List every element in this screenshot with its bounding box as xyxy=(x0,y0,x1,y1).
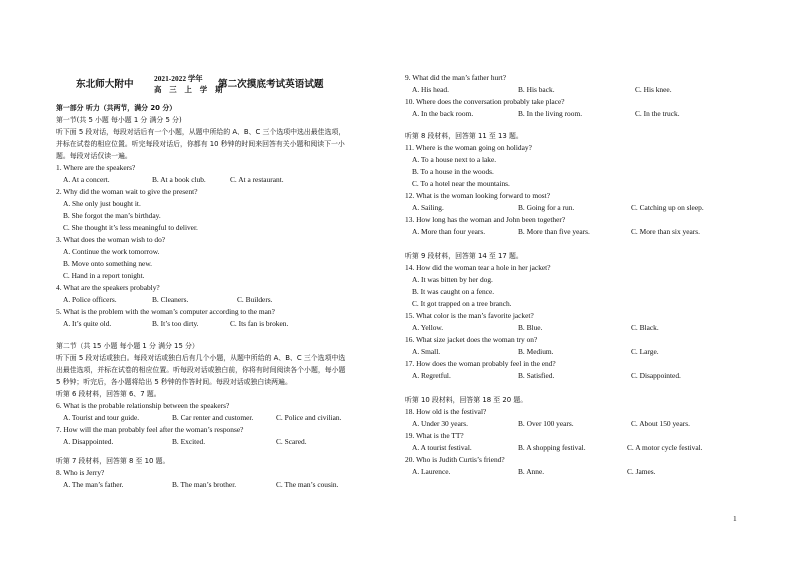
option-b: B. Over 100 years. xyxy=(518,419,574,428)
option-c: C. Builders. xyxy=(237,295,273,304)
option-a: A. More than four years. xyxy=(412,227,486,236)
option-c: C. She thought it’s less meaningful to deliver. xyxy=(63,223,198,232)
option-b: B. Excited. xyxy=(172,437,206,446)
option-c: C. About 150 years. xyxy=(631,419,690,428)
question-20: 20. Who is Judith Curtis’s friend? xyxy=(405,455,505,464)
section1-title: 第一节(共 5 小题 每小题 1 分 满分 5 分) xyxy=(56,116,182,124)
option-b: B. His back. xyxy=(518,85,555,94)
question-9: 9. What did the man’s father hurt? xyxy=(405,73,507,82)
material-label-8: 听第 8 段材料，回答第 11 至 13 题。 xyxy=(405,132,523,140)
question-15: 15. What color is the man’s favorite jacket? xyxy=(405,311,534,320)
option-a: A. The man’s father. xyxy=(63,480,124,489)
question-5: 5. What is the problem with the woman’s computer according to the man? xyxy=(56,307,275,316)
exam-title: 第二次摸底考试英语试题 xyxy=(218,79,324,90)
exam-header xyxy=(76,76,406,100)
option-a: A. She only just bought it. xyxy=(63,199,141,208)
section1-instruction-line: 并标在试卷的相应位置。听完每段对话后，你都有 10 秒钟的时间来回答有关小题和阅读下一小 xyxy=(56,140,345,148)
question-2: 2. Why did the woman wait to give the present? xyxy=(56,187,198,196)
section2-instruction-line: 出最佳选项，并标在试卷的相应位置。听每段对话或独白前，你将有时间阅读各个小题，每小题 xyxy=(56,366,346,374)
option-a: A. Small. xyxy=(412,347,441,356)
option-c: C. Catching up on sleep. xyxy=(631,203,704,212)
option-c: C. Black. xyxy=(631,323,659,332)
part1-title: 第一部分 听力（共两节，满分 20 分） xyxy=(56,104,177,112)
option-a: A. Regretful. xyxy=(412,371,451,380)
option-a: A. Laurence. xyxy=(412,467,451,476)
question-19: 19. What is the TT? xyxy=(405,431,464,440)
material-label-6: 听第 6 段材料，回答第 6、7 题。 xyxy=(56,390,161,398)
section2-instruction-line: 5 秒钟；听完后，各小题将给出 5 秒钟的作答时间。每段对话或独白读两遍。 xyxy=(56,378,292,386)
question-6: 6. What is the probable relationship between the speakers? xyxy=(56,401,230,410)
option-b: B. Satisfied. xyxy=(518,371,555,380)
option-c: C. To a hotel near the mountains. xyxy=(412,179,510,188)
option-b: B. In the living room. xyxy=(518,109,583,118)
question-13: 13. How long has the woman and John been together? xyxy=(405,215,566,224)
option-c: C. It got trapped on a tree branch. xyxy=(412,299,512,308)
option-b: B. The man’s brother. xyxy=(172,480,237,489)
option-b: B. She forgot the man’s birthday. xyxy=(63,211,161,220)
question-4: 4. What are the speakers probably? xyxy=(56,283,160,292)
option-c: C. The man’s cousin. xyxy=(276,480,339,489)
option-a: A. It was bitten by her dog. xyxy=(412,275,493,284)
option-a: A. Under 30 years. xyxy=(412,419,469,428)
option-b: B. Anne. xyxy=(518,467,545,476)
option-c: C. At a restaurant. xyxy=(230,175,284,184)
question-12: 12. What is the woman looking forward to most? xyxy=(405,191,550,200)
question-10: 10. Where does the conversation probably take place? xyxy=(405,97,565,106)
option-b: B. Going for a run. xyxy=(518,203,575,212)
option-a: A. His head. xyxy=(412,85,449,94)
option-c: C. Disappointed. xyxy=(631,371,681,380)
option-c: C. Police and civilian. xyxy=(276,413,342,422)
option-b: B. Medium. xyxy=(518,347,554,356)
question-14: 14. How did the woman tear a hole in her jacket? xyxy=(405,263,551,272)
material-label-10: 听第 10 段材料，回答第 18 至 20 题。 xyxy=(405,396,528,404)
section2-instruction-line: 听下面 5 段对话或独白。每段对话或独白后有几个小题，从题中所给的 A、B、C 三个选项中选 xyxy=(56,354,346,362)
option-a: A. Continue the work tomorrow. xyxy=(63,247,160,256)
option-c: C. James. xyxy=(627,467,656,476)
question-17: 17. How does the woman probably feel in the end? xyxy=(405,359,556,368)
material-label-9: 听第 9 段材料，回答第 14 至 17 题。 xyxy=(405,252,523,260)
option-c: C. A motor cycle festival. xyxy=(627,443,703,452)
option-a: A. Police officers. xyxy=(63,295,117,304)
option-b: B. Car renter and customer. xyxy=(172,413,254,422)
option-b: B. It’s too dirty. xyxy=(152,319,199,328)
question-8: 8. Who is Jerry? xyxy=(56,468,105,477)
option-b: B. More than five years. xyxy=(518,227,590,236)
question-1: 1. Where are the speakers? xyxy=(56,163,136,172)
section2-title: 第二节（共 15 小题 每小题 1 分 满分 15 分） xyxy=(56,342,199,350)
option-b: B. A shopping festival. xyxy=(518,443,586,452)
option-c: C. In the truck. xyxy=(635,109,680,118)
option-a: A. At a concert. xyxy=(63,175,110,184)
material-label-7: 听第 7 段材料，回答第 8 至 10 题。 xyxy=(56,457,170,465)
option-c: C. Scared. xyxy=(276,437,307,446)
option-a: A. In the back room. xyxy=(412,109,474,118)
option-b: B. Move onto something new. xyxy=(63,259,153,268)
question-16: 16. What size jacket does the woman try on? xyxy=(405,335,538,344)
option-b: B. To a house in the woods. xyxy=(412,167,494,176)
page-number: 1 xyxy=(733,514,737,523)
school-year: 2021-2022 学年 xyxy=(154,74,203,83)
school-name: 东北师大附中 xyxy=(76,79,134,90)
option-a: A. A tourist festival. xyxy=(412,443,472,452)
section1-instruction-line: 听下面 5 段对话，每段对话后有一个小题，从题中所给的 A、B、C 三个选项中选出最佳选项， xyxy=(56,128,346,136)
option-a: A. Tourist and tour guide. xyxy=(63,413,140,422)
option-a: A. It’s quite old. xyxy=(63,319,112,328)
option-b: B. It was caught on a fence. xyxy=(412,287,495,296)
option-b: B. At a book club. xyxy=(152,175,206,184)
option-b: B. Cleaners. xyxy=(152,295,189,304)
option-c: C. His knee. xyxy=(635,85,672,94)
option-a: A. Sailing. xyxy=(412,203,444,212)
option-c: C. Large. xyxy=(631,347,659,356)
option-a: A. Disappointed. xyxy=(63,437,114,446)
question-11: 11. Where is the woman going on holiday? xyxy=(405,143,532,152)
option-c: C. More than six years. xyxy=(631,227,700,236)
option-b: B. Blue. xyxy=(518,323,543,332)
option-a: A. To a house next to a lake. xyxy=(412,155,497,164)
option-c: C. Hand in a report tonight. xyxy=(63,271,145,280)
option-a: A. Yellow. xyxy=(412,323,444,332)
question-7: 7. How will the man probably feel after the woman’s response? xyxy=(56,425,244,434)
question-3: 3. What does the woman wish to do? xyxy=(56,235,166,244)
section1-instruction-line: 题。每段对话仅读一遍。 xyxy=(56,152,132,160)
question-18: 18. How old is the festival? xyxy=(405,407,487,416)
option-c: C. Its fan is broken. xyxy=(230,319,289,328)
school-term: 高 三 上 学 期 xyxy=(154,85,226,94)
